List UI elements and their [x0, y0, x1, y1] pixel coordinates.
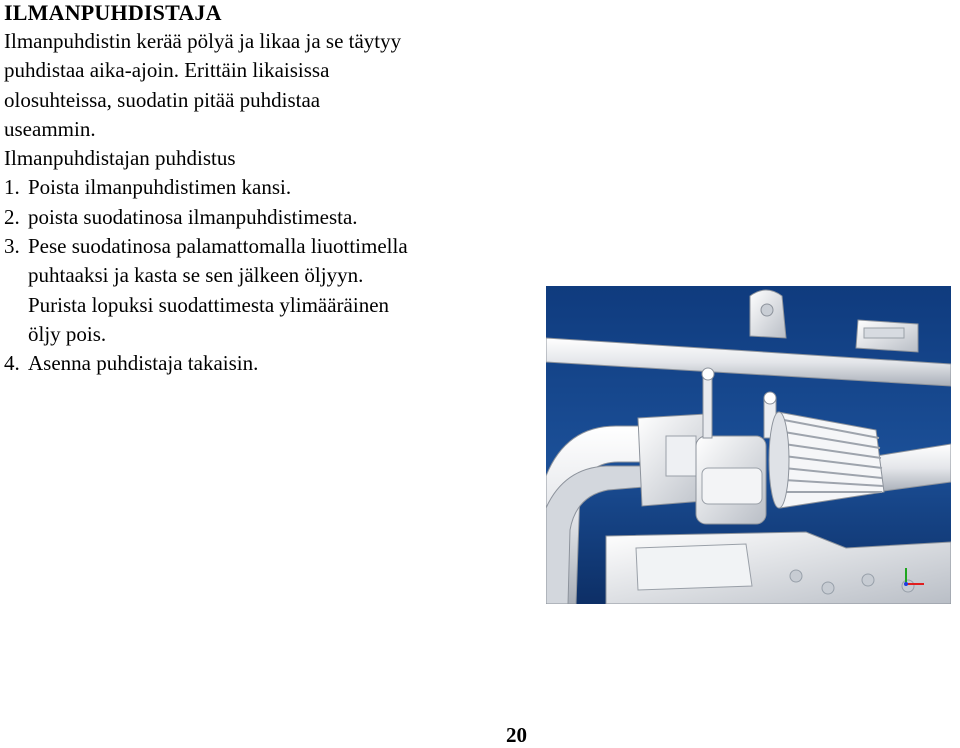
step-number: 3.	[4, 234, 20, 259]
step-3	[4, 232, 524, 261]
step-1	[4, 173, 524, 202]
intro-line-3: olosuhteissa, suodatin pitää puhdistaa	[4, 87, 321, 112]
step-number: 2.	[4, 204, 20, 229]
throttle-rod	[703, 378, 712, 438]
instructions-text	[4, 27, 524, 379]
step-2	[4, 203, 524, 232]
lower-tube	[876, 444, 951, 492]
step-number: 1.	[4, 175, 20, 200]
step-3-continuation: öljy pois.	[28, 321, 107, 346]
section-title: ILMANPUHDISTAJA	[4, 0, 222, 25]
intro-line-1: Ilmanpuhdistin kerää pölyä ja likaa ja se täytyy	[4, 29, 402, 53]
step-text: Poista ilmanpuhdistimen kansi.	[28, 175, 292, 200]
step-text: Asenna puhdistaja takaisin.	[28, 351, 259, 376]
step-text: poista suodatinosa ilmanpuhdistimesta.	[28, 204, 358, 229]
step-3-continuation: Purista lopuksi suodattimesta ylimääräinen	[28, 292, 390, 317]
step-number: 4.	[4, 351, 20, 376]
intro-line-4: useammin.	[4, 116, 96, 141]
page-number: 20	[506, 723, 527, 747]
air-filter-element	[778, 412, 884, 508]
subheading: Ilmanpuhdistajan puhdistus	[4, 146, 236, 171]
intro-line-2: puhdistaa aika-ajoin. Erittäin likaisissa	[4, 58, 330, 83]
air-filter-illustration	[546, 286, 951, 604]
step-3-continuation: puhtaaksi ja kasta se sen jälkeen öljyyn.	[28, 263, 364, 288]
air-filter-render	[546, 286, 951, 604]
step-4	[4, 349, 524, 378]
step-text: Pese suodatinosa palamattomalla liuottimella	[28, 234, 408, 259]
